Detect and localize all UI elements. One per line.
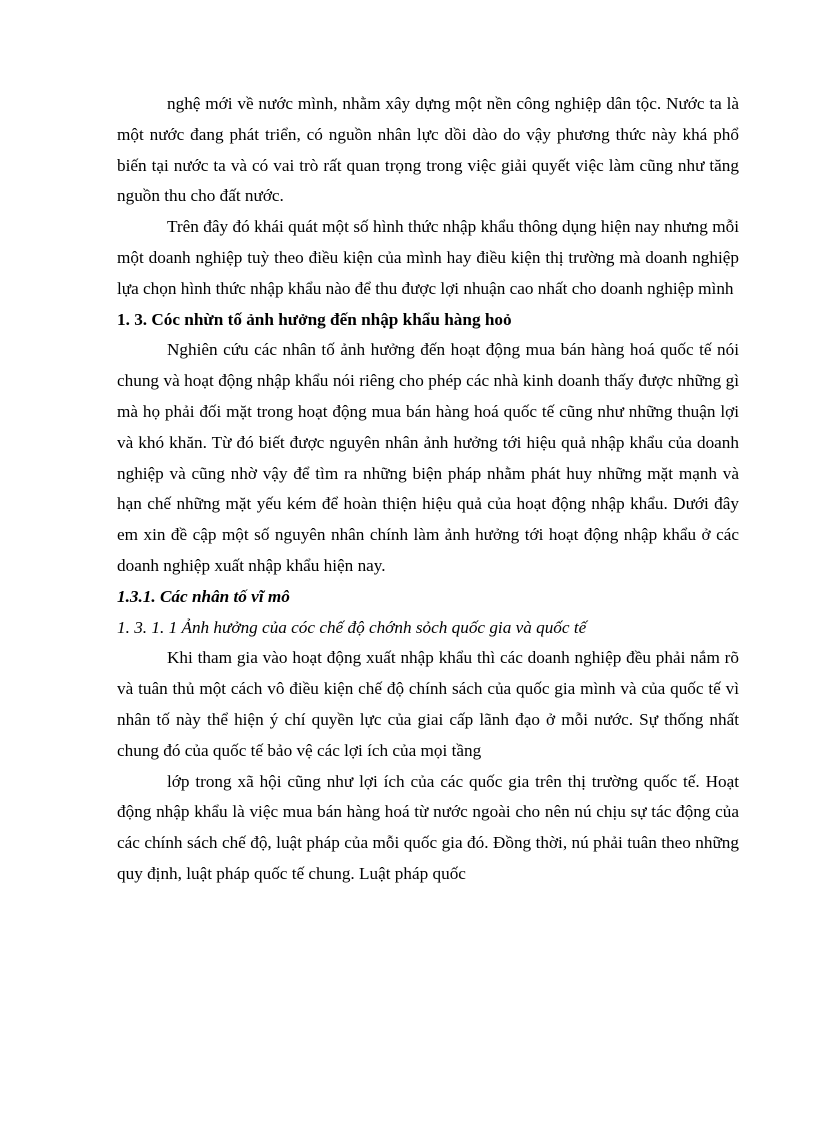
section-heading-1-3: 1. 3. Cóc nhừn tố ảnh hưởng đến nhập khẩu hàng hoỏ: [117, 309, 512, 329]
paragraph-import-forms-summary: Trên đây đó khái quát một số hình thức nhập khẩu thông dụng hiện nay nhưng mỗi một doanh nghiệp tuỳ theo điều kiện của mình hay điều kiện thị trường mà doanh nghiệp lựa chọn hình thức nhập khẩu nào để thu được lợi nhuận cao nhất cho doanh nghiệp mình: [117, 217, 739, 298]
paragraph-technology-transfer: nghệ mới về nước mình, nhằm xây dựng một nền công nghiệp dân tộc. Nước ta là một nước đang phát triển, có nguồn nhân lực dồi dào do vậy phương thức này khá phổ biến tại nước ta và có vai trò rất quan trọng trong việc giải quyết việc làm cũng như tăng nguồn thu cho đất nước.: [117, 94, 739, 206]
subsection-heading-1-3-1: 1.3.1. Các nhân tố vĩ mô: [117, 586, 290, 606]
paragraph-international-law: lớp trong xã hội cũng như lợi ích của các quốc gia trên thị trường quốc tế. Hoạt động nhập khẩu là việc mua bán hàng hoá từ nước ngoài cho nên nú chịu sự tác động của các chính sách chế độ, luật pháp của mỗi quốc gia đó. Đồng thời, nú phải tuân theo những quy định, luật pháp quốc tế chung. Luật pháp quốc: [117, 771, 739, 883]
paragraph-policy-compliance: Khi tham gia vào hoạt động xuất nhập khẩu thì các doanh nghiệp đều phải nắm rõ và tuân thủ một cách vô điều kiện chế độ chính sách của quốc gia mình và của quốc tế vì nhân tố này thể hiện ý chí quyền lực của giai cấp lãnh đạo ở mỗi nước. Sự thống nhất chung đó của quốc tế bảo vệ các lợi ích của mọi tầng: [117, 648, 739, 760]
document-body: [117, 89, 739, 890]
subsection-heading-1-3-1-1: 1. 3. 1. 1 Ảnh hưởng của cóc chế độ chớnh sỏch quốc gia và quốc tế: [117, 617, 587, 637]
paragraph-factors-intro: Nghiên cứu các nhân tố ảnh hưởng đến hoạt động mua bán hàng hoá quốc tế nói chung và hoạt động nhập khẩu nói riêng cho phép các nhà kinh doanh thấy được những gì mà họ phải đối mặt trong hoạt động mua bán hàng hoá quốc tế cũng như những thuận lợi và khó khăn. Từ đó biết được nguyên nhân ảnh hưởng tới hiệu quả nhập khẩu của doanh nghiệp và cũng nhờ vậy để tìm ra những biện pháp nhằm phát huy những mặt mạnh và hạn chế những mặt yếu kém để hoàn thiện hiệu quả của hoạt động nhập khẩu. Dưới đây em xin đề cập một số nguyên nhân chính làm ảnh hưởng tới hoạt động nhập khẩu ở các doanh nghiệp xuất nhập khẩu hiện nay.: [117, 340, 739, 575]
